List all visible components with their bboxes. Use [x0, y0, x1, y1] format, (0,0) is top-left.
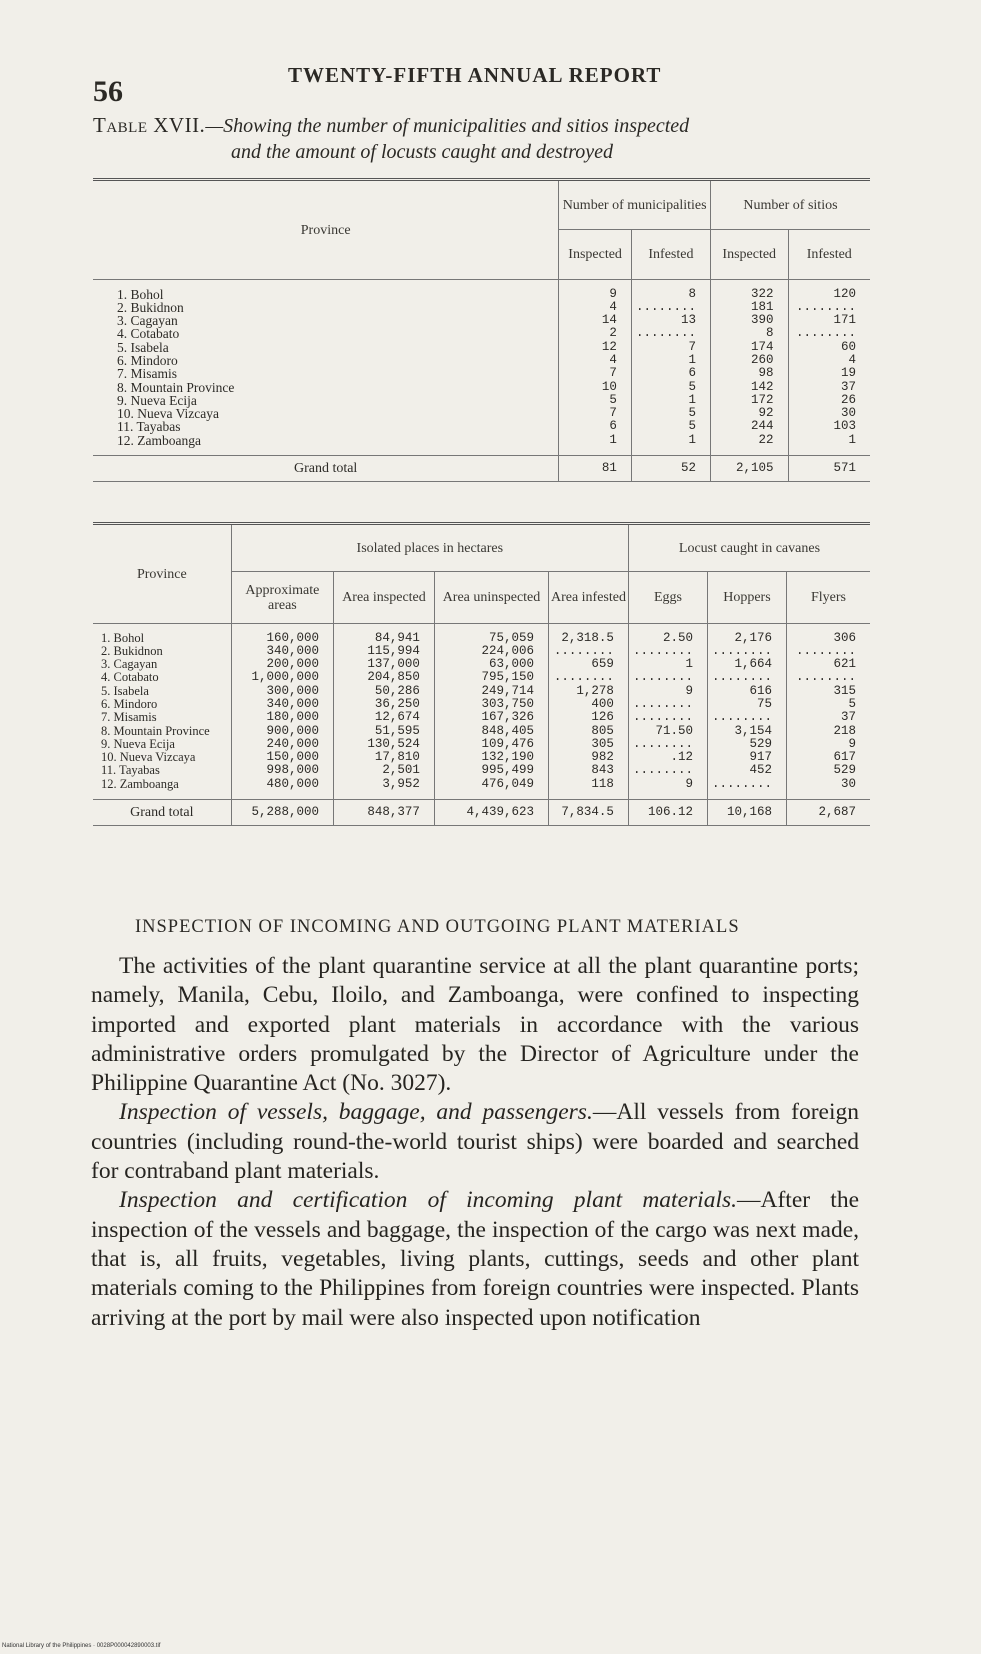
- table-row: [93, 645, 870, 658]
- grand-total-label: Grand total: [93, 455, 559, 481]
- mun-infested-cell: 6: [631, 367, 710, 380]
- province-cell: 1. Bohol: [117, 286, 164, 302]
- body-text: [91, 952, 859, 1333]
- sit-infested-cell: 1: [788, 434, 870, 447]
- province-cell: 6. Mindoro: [117, 352, 178, 368]
- province-cell: 3. Cagayan: [101, 657, 158, 672]
- sit-inspected-cell: 244: [710, 420, 788, 433]
- col-group-sitios: Number of sitios: [710, 180, 870, 230]
- flyers-cell: ........: [786, 671, 870, 684]
- sit-infested-cell: 4: [788, 354, 870, 367]
- mun-infested-cell: ........: [631, 327, 710, 340]
- sit-inspected-cell: 260: [710, 354, 788, 367]
- area-infested-cell: ........: [549, 645, 629, 658]
- sit-inspected-cell: 22: [710, 434, 788, 447]
- col-province: Province: [93, 180, 559, 280]
- flyers-cell: 9: [786, 738, 870, 751]
- area-uninspected-cell: 303,750: [434, 698, 548, 711]
- area-inspected-cell: 50,286: [334, 685, 435, 698]
- table-row: [93, 407, 870, 420]
- table-row: [93, 314, 870, 327]
- mun-infested-cell: 7: [631, 341, 710, 354]
- sit-infested-cell: 120: [788, 288, 870, 301]
- approximate-areas-cell: 200,000: [231, 658, 333, 671]
- col-sit-infested: Infested: [788, 230, 870, 280]
- area-infested-cell: 305: [549, 738, 629, 751]
- table-row: [93, 711, 870, 724]
- sit-infested-cell: 60: [788, 341, 870, 354]
- area-uninspected-cell: 476,049: [434, 778, 548, 791]
- col-group-locust-caught: Locust caught in cavanes: [628, 524, 870, 572]
- area-inspected-cell: 12,674: [334, 711, 435, 724]
- mun-infested-cell: 5: [631, 420, 710, 433]
- province-cell: 11. Tayabas: [117, 419, 181, 435]
- flyers-cell: 617: [786, 751, 870, 764]
- table-row: [93, 288, 870, 301]
- area-inspected-cell: 130,524: [334, 738, 435, 751]
- approximate-areas-total: 5,288,000: [231, 799, 333, 825]
- paragraph-3-title: Inspection and certification of incoming plant materials.: [119, 1187, 737, 1214]
- mun-infested-cell: 8: [631, 288, 710, 301]
- area-uninspected-cell: 63,000: [434, 658, 548, 671]
- area-infested-cell: 805: [549, 725, 629, 738]
- area-infested-cell: 126: [549, 711, 629, 724]
- province-cell: 1. Bohol: [101, 630, 145, 645]
- mun-infested-cell: 13: [631, 314, 710, 327]
- province-cell: 10. Nueva Vizcaya: [101, 750, 196, 765]
- sit-infested-cell: 30: [788, 407, 870, 420]
- area-uninspected-cell: 109,476: [434, 738, 548, 751]
- mun-infested-total: 52: [631, 455, 710, 481]
- section-heading: INSPECTION OF INCOMING AND OUTGOING PLANT MATERIALS: [135, 917, 740, 937]
- province-cell: 4. Cotabato: [101, 670, 159, 685]
- area-infested-cell: 982: [549, 751, 629, 764]
- sit-infested-cell: 37: [788, 381, 870, 394]
- area-inspected-total: 848,377: [334, 799, 435, 825]
- table-row: [93, 341, 870, 354]
- approximate-areas-cell: 160,000: [231, 632, 333, 645]
- sit-infested-cell: 103: [788, 420, 870, 433]
- table-row: [93, 778, 870, 791]
- col-eggs: Eggs: [628, 572, 707, 624]
- province-cell: 8. Mountain Province: [101, 723, 210, 738]
- province-cell: 8. Mountain Province: [117, 379, 235, 395]
- area-infested-cell: 1,278: [549, 685, 629, 698]
- province-cell: 10. Nueva Vizcaya: [117, 406, 220, 422]
- hoppers-cell: ........: [707, 711, 786, 724]
- eggs-cell: 9: [628, 778, 707, 791]
- mun-infested-cell: 1: [631, 354, 710, 367]
- flyers-cell: 218: [786, 725, 870, 738]
- approximate-areas-cell: 900,000: [231, 725, 333, 738]
- province-cell: 5. Isabela: [117, 339, 169, 355]
- flyers-cell: 5: [786, 698, 870, 711]
- area-infested-cell: 659: [549, 658, 629, 671]
- sit-inspected-cell: 390: [710, 314, 788, 327]
- approximate-areas-cell: 1,000,000: [231, 671, 333, 684]
- table-row: [93, 434, 870, 447]
- eggs-cell: 1: [628, 658, 707, 671]
- grand-total-row: [93, 455, 870, 481]
- sit-infested-cell: ........: [788, 301, 870, 314]
- area-inspected-cell: 137,000: [334, 658, 435, 671]
- sit-infested-total: 571: [788, 455, 870, 481]
- mun-inspected-total: 81: [559, 455, 632, 481]
- flyers-cell: 37: [786, 711, 870, 724]
- table-row: [93, 327, 870, 340]
- table-row: [93, 632, 870, 645]
- mun-inspected-cell: 7: [559, 407, 632, 420]
- table-row: [93, 420, 870, 433]
- eggs-cell: ........: [628, 671, 707, 684]
- hoppers-cell: 2,176: [707, 632, 786, 645]
- flyers-cell: 315: [786, 685, 870, 698]
- approximate-areas-cell: 340,000: [231, 698, 333, 711]
- paragraph-2-text: —All vessels from foreign countries (including round-the-world tourist ships) were boarded and searched for contraband plant materials.: [91, 1099, 859, 1185]
- table-row: [93, 751, 870, 764]
- sit-infested-cell: 19: [788, 367, 870, 380]
- province-cell: 11. Tayabas: [101, 763, 160, 778]
- hoppers-total: 10,168: [707, 799, 786, 825]
- area-uninspected-cell: 75,059: [434, 632, 548, 645]
- sit-inspected-cell: 172: [710, 394, 788, 407]
- flyers-cell: 621: [786, 658, 870, 671]
- province-cell: 12. Zamboanga: [117, 432, 201, 448]
- table-row: [93, 725, 870, 738]
- flyers-total: 2,687: [786, 799, 870, 825]
- flyers-cell: ........: [786, 645, 870, 658]
- sit-inspected-cell: 8: [710, 327, 788, 340]
- table-row: [93, 658, 870, 671]
- hoppers-cell: 3,154: [707, 725, 786, 738]
- col-hoppers: Hoppers: [707, 572, 786, 624]
- col-sit-inspected: Inspected: [710, 230, 788, 280]
- table-row: [93, 381, 870, 394]
- area-inspected-cell: 84,941: [334, 632, 435, 645]
- approximate-areas-cell: 150,000: [231, 751, 333, 764]
- mun-inspected-cell: 10: [559, 381, 632, 394]
- page-number: 56: [93, 75, 123, 108]
- area-infested-cell: ........: [549, 671, 629, 684]
- area-uninspected-cell: 848,405: [434, 725, 548, 738]
- mun-infested-cell: 1: [631, 434, 710, 447]
- col-approximate-areas: Approximate areas: [231, 572, 333, 624]
- table-row: [93, 671, 870, 684]
- province-cell: 7. Misamis: [101, 710, 157, 725]
- sit-infested-cell: ........: [788, 327, 870, 340]
- eggs-cell: 71.50: [628, 725, 707, 738]
- hoppers-cell: 616: [707, 685, 786, 698]
- approximate-areas-cell: 240,000: [231, 738, 333, 751]
- col-mun-infested: Infested: [631, 230, 710, 280]
- paragraph-2: [91, 1098, 859, 1186]
- area-infested-cell: 118: [549, 778, 629, 791]
- col-area-uninspected: Area uninspected: [434, 572, 548, 624]
- eggs-cell: .12: [628, 751, 707, 764]
- mun-inspected-cell: 5: [559, 394, 632, 407]
- hoppers-cell: 529: [707, 738, 786, 751]
- mun-infested-cell: 5: [631, 381, 710, 394]
- table-row: [93, 685, 870, 698]
- mun-inspected-cell: 14: [559, 314, 632, 327]
- paragraph-3-text: —After the inspection of the vessels and baggage, the inspection of the cargo was next made, that is, all fruits, vegetables, living plants, cuttings, seeds and other plant materials coming to the Philippines from foreign countries were inspected. Plants arriving at the port by mail were also inspected upon notification: [91, 1187, 860, 1331]
- mun-inspected-cell: 9: [559, 288, 632, 301]
- eggs-cell: ........: [628, 698, 707, 711]
- paragraph-2-title: Inspection of vessels, baggage, and passengers.: [119, 1099, 593, 1126]
- province-cell: 7. Misamis: [117, 366, 178, 382]
- table-row: [93, 738, 870, 751]
- flyers-cell: 30: [786, 778, 870, 791]
- eggs-cell: ........: [628, 645, 707, 658]
- sit-inspected-cell: 322: [710, 288, 788, 301]
- grand-total-row: [93, 799, 870, 825]
- sit-inspected-total: 2,105: [710, 455, 788, 481]
- col-group-isolated-places: Isolated places in hectares: [231, 524, 628, 572]
- approximate-areas-cell: 480,000: [231, 778, 333, 791]
- approximate-areas-cell: 340,000: [231, 645, 333, 658]
- table-label: Table XVII.: [93, 113, 206, 137]
- caption-line-2: and the amount of locusts caught and destroyed: [231, 141, 613, 163]
- province-cell: 5. Isabela: [101, 683, 149, 698]
- hoppers-cell: ........: [707, 671, 786, 684]
- hoppers-cell: ........: [707, 778, 786, 791]
- sit-infested-cell: 26: [788, 394, 870, 407]
- sit-inspected-cell: 142: [710, 381, 788, 394]
- mun-inspected-cell: 7: [559, 367, 632, 380]
- mun-infested-cell: 1: [631, 394, 710, 407]
- scan-source-note: National Library of the Philippines · 0028P000042890003.tif: [2, 1643, 161, 1649]
- table-row: [93, 367, 870, 380]
- sit-inspected-cell: 181: [710, 301, 788, 314]
- flyers-cell: 306: [786, 632, 870, 645]
- eggs-cell: 2.50: [628, 632, 707, 645]
- area-inspected-cell: 3,952: [334, 778, 435, 791]
- mun-inspected-cell: 12: [559, 341, 632, 354]
- area-inspected-cell: 204,850: [334, 671, 435, 684]
- table-row: [93, 354, 870, 367]
- province-cell: 6. Mindoro: [101, 696, 158, 711]
- province-cell: 2. Bukidnon: [101, 643, 163, 658]
- table-row: [93, 301, 870, 314]
- area-uninspected-cell: 995,499: [434, 764, 548, 777]
- hoppers-cell: 917: [707, 751, 786, 764]
- province-cell: 9. Nueva Ecija: [101, 736, 175, 751]
- sit-inspected-cell: 174: [710, 341, 788, 354]
- approximate-areas-cell: 180,000: [231, 711, 333, 724]
- municipalities-sitios-table: [93, 178, 870, 482]
- area-inspected-cell: 115,994: [334, 645, 435, 658]
- area-inspected-cell: 17,810: [334, 751, 435, 764]
- eggs-cell: ........: [628, 738, 707, 751]
- mun-infested-cell: ........: [631, 301, 710, 314]
- hoppers-cell: 75: [707, 698, 786, 711]
- table-caption: [93, 112, 868, 165]
- isolated-places-locust-table: [93, 522, 870, 826]
- caption-line-1: —Showing the number of municipalities and sitios inspected: [205, 115, 690, 137]
- area-inspected-cell: 36,250: [334, 698, 435, 711]
- eggs-cell: ........: [628, 764, 707, 777]
- hoppers-cell: ........: [707, 645, 786, 658]
- table-row: [93, 764, 870, 777]
- grand-total-label: Grand total: [93, 799, 231, 825]
- eggs-cell: 9: [628, 685, 707, 698]
- province-cell: 4. Cotabato: [117, 326, 180, 342]
- area-uninspected-total: 4,439,623: [434, 799, 548, 825]
- mun-inspected-cell: 6: [559, 420, 632, 433]
- paragraph-1: The activities of the plant quarantine service at all the plant quarantine ports; namely, Manila, Cebu, Iloilo, and Zamboanga, were confined to inspecting imported and exported plant materials in accordance with the various administrative orders promulgated by the Director of Agriculture under the Philippine Quarantine Act (No. 3027).: [91, 953, 859, 1097]
- hoppers-cell: 1,664: [707, 658, 786, 671]
- col-area-inspected: Area inspected: [334, 572, 435, 624]
- hoppers-cell: 452: [707, 764, 786, 777]
- sit-inspected-cell: 98: [710, 367, 788, 380]
- running-head: TWENTY-FIFTH ANNUAL REPORT: [288, 63, 662, 87]
- area-inspected-cell: 2,501: [334, 764, 435, 777]
- province-cell: 9. Nueva Ecija: [117, 392, 197, 408]
- province-cell: 3. Cagayan: [117, 313, 178, 329]
- mun-inspected-cell: 4: [559, 354, 632, 367]
- col-group-municipalities: Number of municipalities: [559, 180, 711, 230]
- area-infested-cell: 2,318.5: [549, 632, 629, 645]
- area-infested-total: 7,834.5: [549, 799, 629, 825]
- mun-inspected-cell: 1: [559, 434, 632, 447]
- area-infested-cell: 843: [549, 764, 629, 777]
- flyers-cell: 529: [786, 764, 870, 777]
- paragraph-3: [91, 1186, 859, 1332]
- approximate-areas-cell: 998,000: [231, 764, 333, 777]
- table-row: [93, 698, 870, 711]
- approximate-areas-cell: 300,000: [231, 685, 333, 698]
- eggs-cell: ........: [628, 711, 707, 724]
- sit-infested-cell: 171: [788, 314, 870, 327]
- col-province: Province: [93, 524, 231, 624]
- eggs-total: 106.12: [628, 799, 707, 825]
- mun-inspected-cell: 4: [559, 301, 632, 314]
- province-cell: 12. Zamboanga: [101, 776, 179, 791]
- province-cell: 2. Bukidnon: [117, 299, 184, 315]
- table-row: [93, 394, 870, 407]
- area-infested-cell: 400: [549, 698, 629, 711]
- col-area-infested: Area infested: [549, 572, 629, 624]
- sit-inspected-cell: 92: [710, 407, 788, 420]
- area-inspected-cell: 51,595: [334, 725, 435, 738]
- area-uninspected-cell: 132,190: [434, 751, 548, 764]
- area-uninspected-cell: 167,326: [434, 711, 548, 724]
- mun-inspected-cell: 2: [559, 327, 632, 340]
- col-mun-inspected: Inspected: [559, 230, 632, 280]
- area-uninspected-cell: 224,006: [434, 645, 548, 658]
- area-uninspected-cell: 249,714: [434, 685, 548, 698]
- area-uninspected-cell: 795,150: [434, 671, 548, 684]
- col-flyers: Flyers: [786, 572, 870, 624]
- mun-infested-cell: 5: [631, 407, 710, 420]
